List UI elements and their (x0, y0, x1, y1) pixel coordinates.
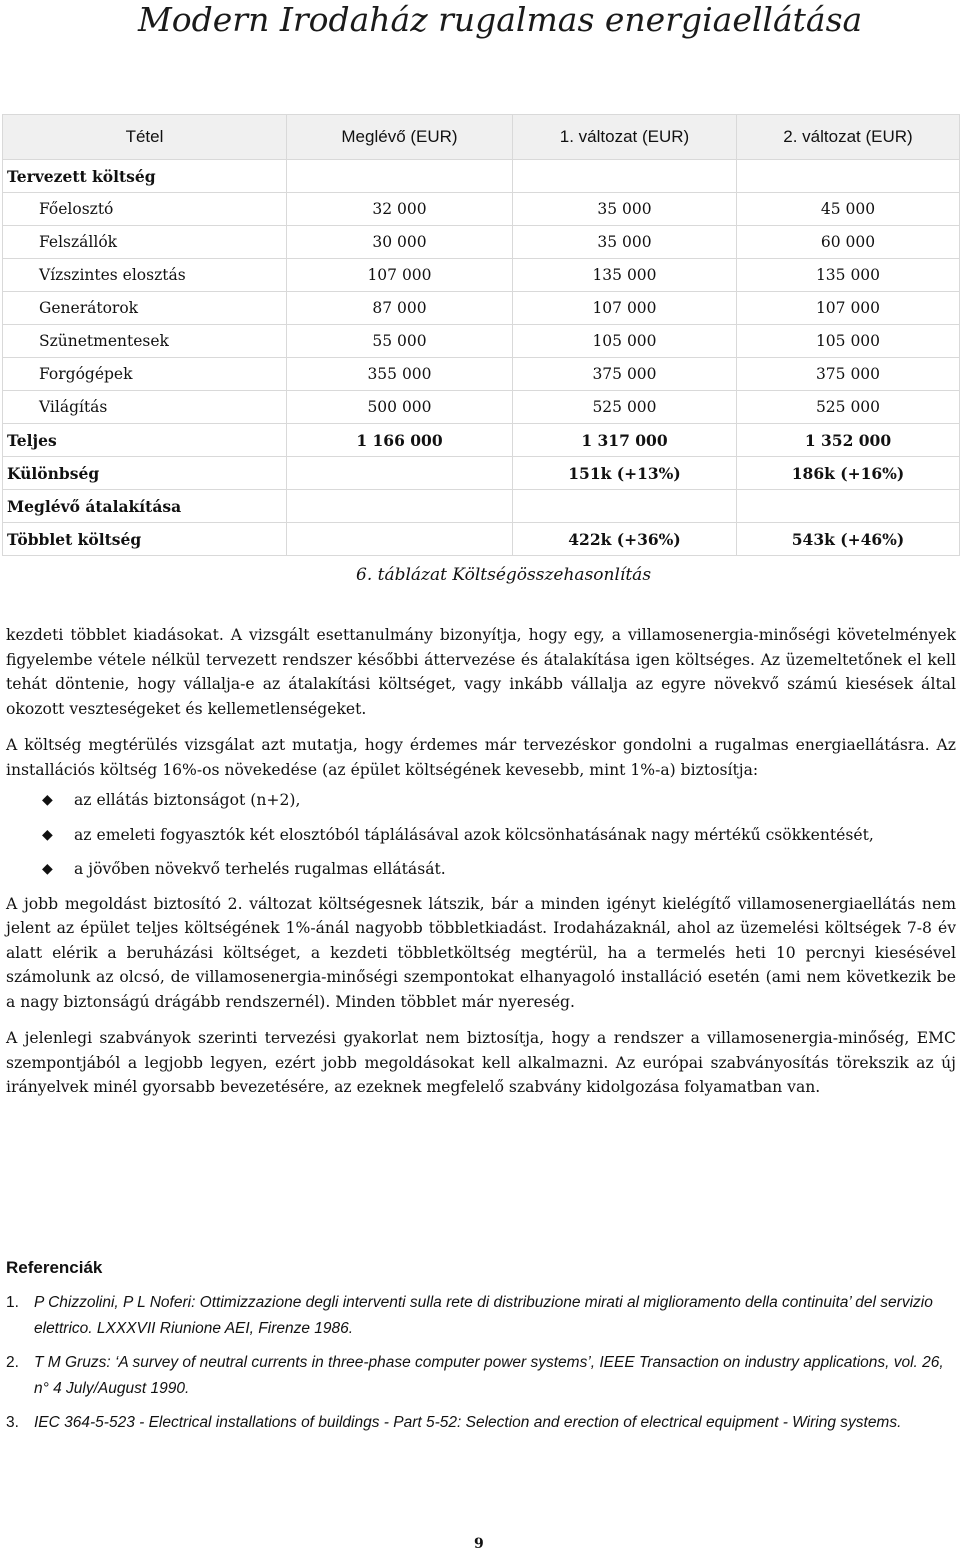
table-row (3, 325, 960, 358)
cell-existing: 55 000 (287, 325, 513, 358)
list-item-text: az ellátás biztonságot (n+2), (74, 791, 301, 809)
cell-existing: 355 000 (287, 358, 513, 391)
table-caption: 6. táblázat Költségösszehasonlítás (356, 565, 652, 585)
reference-item (6, 1410, 956, 1436)
reference-text: P Chizzolini, P L Noferi: Ottimizzazione degli interventi sulla rete di distribuzione mirati al miglioramento della continuita’ del servizio elettrico. LXXXVII Riunione AEI, Firenze 1986. (34, 1294, 933, 1337)
cell-variant-2 (737, 160, 960, 193)
list-item-text: a jövőben növekvő terhelés rugalmas ellátását. (74, 860, 446, 878)
reference-item (6, 1350, 956, 1402)
list-item (6, 788, 956, 813)
cell-variant-2: 525 000 (737, 391, 960, 424)
table-row (3, 259, 960, 292)
row-label: Világítás (3, 391, 287, 424)
cell-variant-2: 186k (+16%) (737, 457, 960, 490)
table-row (3, 490, 960, 523)
cell-variant-2: 105 000 (737, 325, 960, 358)
reference-text: T M Gruzs: ‘A survey of neutral currents in three-phase computer power systems’, IEEE Transaction on industry applications, vol. 26, n° 4 July/August 1990. (34, 1354, 944, 1397)
table-row (3, 424, 960, 457)
header-item: Tétel (3, 115, 287, 160)
body-text (6, 623, 956, 1100)
table-row (3, 226, 960, 259)
cell-variant-1 (513, 160, 737, 193)
row-label: Teljes (3, 424, 287, 457)
page-title: Modern Irodaház rugalmas energiaellátása (138, 0, 863, 39)
paragraph: A jelenlegi szabványok szerinti tervezési gyakorlat nem biztosítja, hogy a rendszer a villamosenergia-minőség, EMC szempontjából a legjobb legyen, ezért jobb megoldásokat kell alkalmazni. Az európai szabványosítás törekszik az új irányelvek minél gyorsabb bevezetésére, az ezeknek megfelelő szabvány kidolgozása folyamatban van. (6, 1029, 956, 1096)
paragraph: A jobb megoldást biztosító 2. változat költségesnek látszik, bár a minden igényt kielégítő villamosenergiaellátás nem jelent az épület teljes költségének 1%-ánál nagyobb többletkiadást. Irodaházaknál, ahol az üzemelési költségek 7-8 év alatt elérik a beruházási költséget, a kezdeti többletköltség megtérül, ha a termelés heti 10 percnyi kiesésével számolunk az olcsó, de villamosenergia-minőségi szempontokat elhanyagoló installáció esetén (ami nem következik be a nagy biztonságú drágább rendszernél). Minden többlet már nyereség. (6, 894, 956, 1011)
cell-variant-1: 1 317 000 (513, 424, 737, 457)
table-row (3, 160, 960, 193)
reference-number: 2. (6, 1354, 19, 1371)
paragraph: A költség megtérülés vizsgálat azt mutatja, hogy érdemes már tervezéskor gondolni a rugalmas energiaellátásra. Az installációs költség 16%-os növekedése (az épület költségének kevesebb, mint 1%-a) biztosítja: (6, 736, 956, 779)
cell-existing (287, 457, 513, 490)
cell-variant-2: 107 000 (737, 292, 960, 325)
cell-variant-2: 375 000 (737, 358, 960, 391)
cell-variant-1: 35 000 (513, 193, 737, 226)
reference-number: 3. (6, 1414, 19, 1431)
row-label: Többlet költség (3, 523, 287, 556)
header-existing: Meglévő (EUR) (287, 115, 513, 160)
table-row (3, 391, 960, 424)
reference-text: IEC 364-5-523 - Electrical installations of buildings - Part 5-52: Selection and erection of electrical equipment - Wiring systems. (34, 1414, 902, 1431)
header-variant-2: 2. változat (EUR) (737, 115, 960, 160)
cell-variant-1 (513, 490, 737, 523)
reference-number: 1. (6, 1294, 19, 1311)
cell-existing (287, 523, 513, 556)
cell-existing (287, 490, 513, 523)
list-item (6, 857, 956, 882)
paragraph: kezdeti többlet kiadásokat. A vizsgált esettanulmány bizonyítja, hogy egy, a villamosenergia-minőségi követelmények figyelembe vétele nélkül tervezett rendszer későbbi áttervezése és átalakítása igen költséges. Az üzemeltetőnek el kell tehát döntenie, hogy vállalja-e az átalakítási költséget, vagy inkább vállalja az egyre növekvő számú kiesések által okozott veszteségeket és kellemetlenségeket. (6, 626, 956, 718)
table-header-row (3, 115, 960, 160)
cell-existing: 32 000 (287, 193, 513, 226)
cell-variant-1: 135 000 (513, 259, 737, 292)
cell-variant-2: 1 352 000 (737, 424, 960, 457)
table-row (3, 457, 960, 490)
list-item (6, 823, 956, 848)
table-row (3, 292, 960, 325)
cell-variant-2: 543k (+46%) (737, 523, 960, 556)
table-row (3, 358, 960, 391)
diamond-bullet-icon: ◆ (42, 861, 53, 877)
cell-existing: 107 000 (287, 259, 513, 292)
cell-existing: 30 000 (287, 226, 513, 259)
table-row (3, 193, 960, 226)
cell-variant-1: 422k (+36%) (513, 523, 737, 556)
diamond-bullet-icon: ◆ (42, 826, 53, 843)
references-heading: Referenciák (6, 1258, 103, 1277)
page-number: 9 (474, 1536, 484, 1552)
cell-variant-1: 525 000 (513, 391, 737, 424)
bullet-list (6, 788, 956, 882)
row-label: Vízszintes elosztás (3, 259, 287, 292)
row-label: Tervezett költség (3, 160, 287, 193)
cell-existing: 500 000 (287, 391, 513, 424)
cell-variant-2: 45 000 (737, 193, 960, 226)
row-label: Felszállók (3, 226, 287, 259)
row-label: Különbség (3, 457, 287, 490)
cell-variant-1: 35 000 (513, 226, 737, 259)
cell-existing: 87 000 (287, 292, 513, 325)
reference-item (6, 1290, 956, 1342)
cell-variant-1: 107 000 (513, 292, 737, 325)
references-section (6, 1258, 956, 1444)
row-label: Szünetmentesek (3, 325, 287, 358)
header-variant-1: 1. változat (EUR) (513, 115, 737, 160)
row-label: Főelosztó (3, 193, 287, 226)
cell-existing (287, 160, 513, 193)
row-label: Meglévő átalakítása (3, 490, 287, 523)
cell-variant-2: 60 000 (737, 226, 960, 259)
cell-variant-1: 105 000 (513, 325, 737, 358)
cell-variant-1: 375 000 (513, 358, 737, 391)
cell-variant-2 (737, 490, 960, 523)
row-label: Forgógépek (3, 358, 287, 391)
table-row (3, 523, 960, 556)
cell-existing: 1 166 000 (287, 424, 513, 457)
list-item-text: az emeleti fogyasztók két elosztóból táplálásával azok kölcsönhatásának nagy mértékű csökkentését, (74, 825, 874, 844)
cost-comparison-table (2, 114, 960, 556)
row-label: Generátorok (3, 292, 287, 325)
cell-variant-1: 151k (+13%) (513, 457, 737, 490)
diamond-bullet-icon: ◆ (42, 792, 53, 808)
cell-variant-2: 135 000 (737, 259, 960, 292)
